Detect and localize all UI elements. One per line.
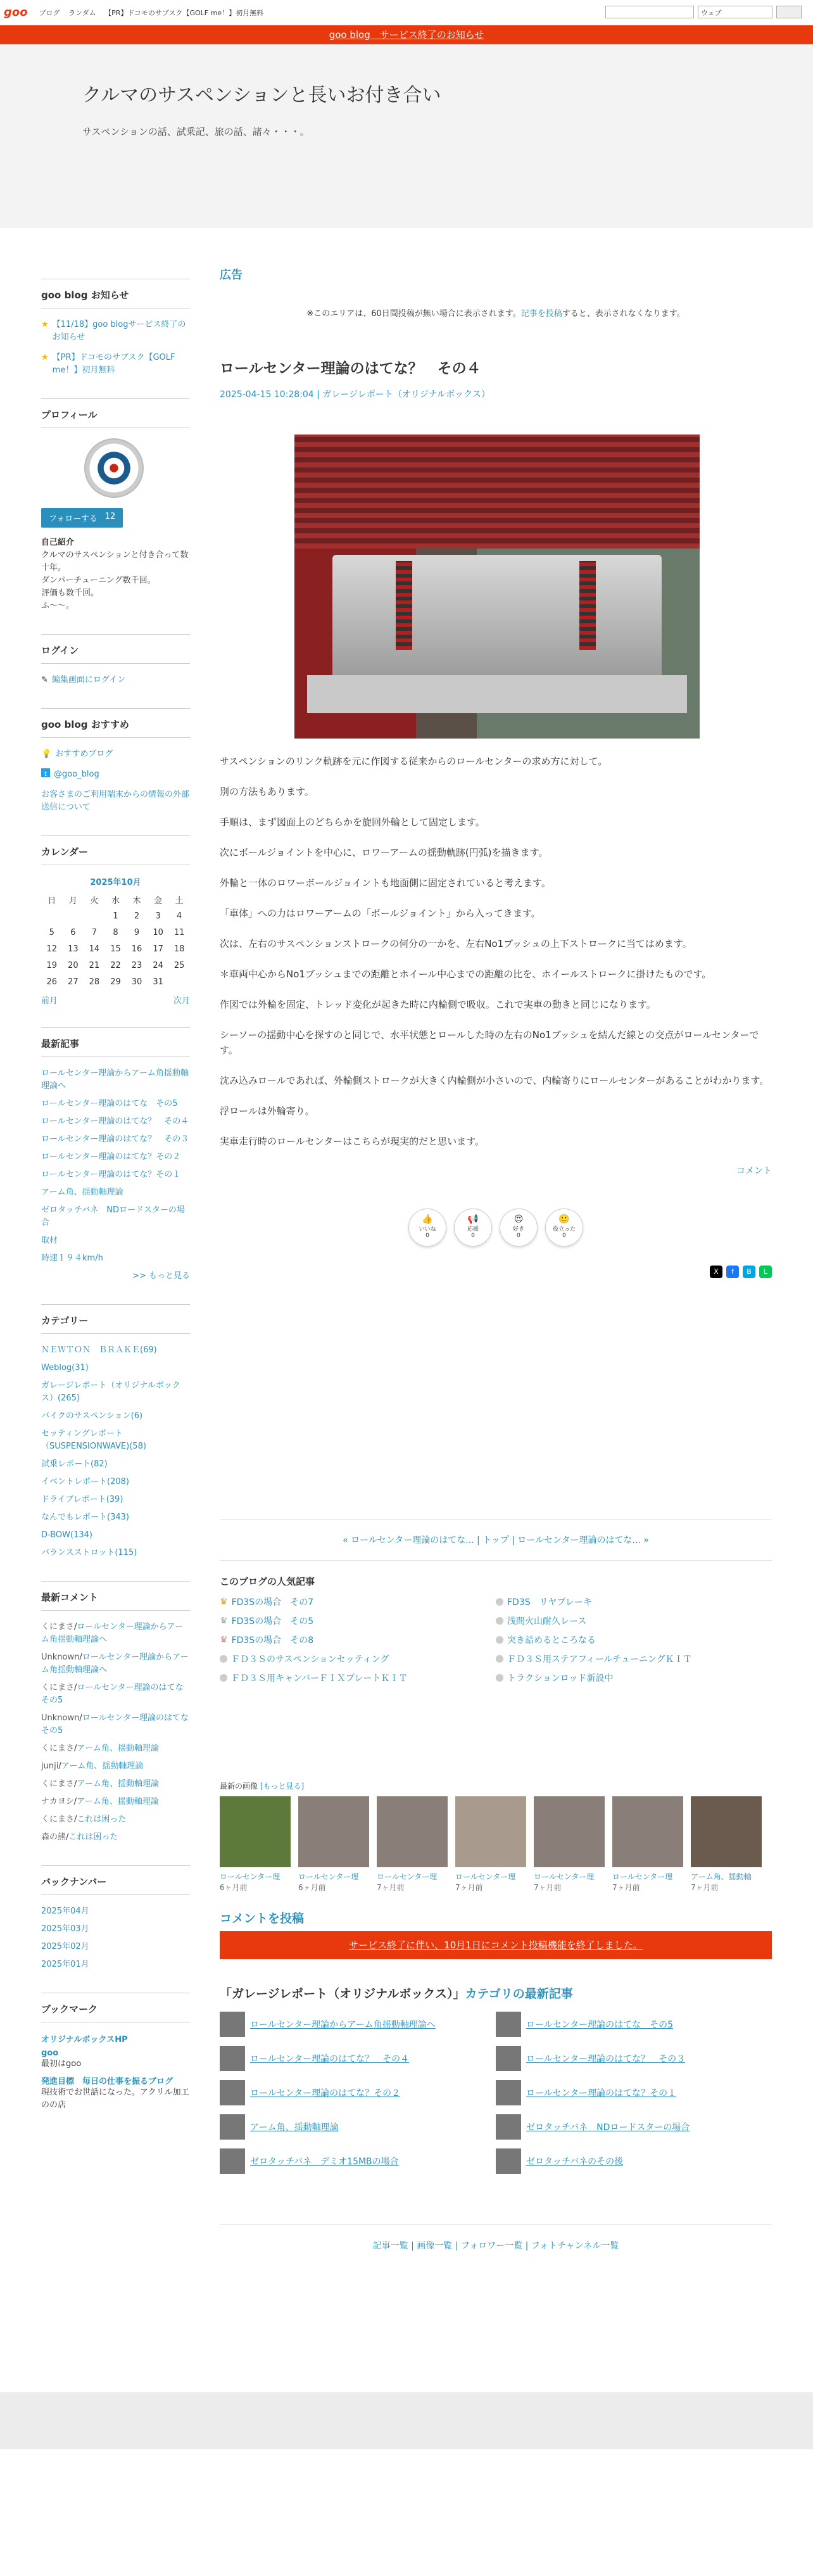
entry-body xyxy=(220,754,772,1149)
category-latest-item[interactable]: ゼロタッチバネ NDロードスターの場合 xyxy=(526,2122,690,2133)
popular-heading: このブログの人気記事 xyxy=(220,1576,315,1587)
footer-links[interactable]: 記事一覧 | 画像一覧 | フォロワー一覧 | フォトチャンネル一覧 xyxy=(372,2241,619,2251)
popular-item[interactable]: FD3Sの場合 その7 xyxy=(231,1597,314,1608)
crown-icon: ♛ xyxy=(220,1597,228,1607)
search-input[interactable] xyxy=(605,6,694,18)
recent-item[interactable]: 取材 xyxy=(41,1236,58,1245)
latest-images-more[interactable]: [もっと見る] xyxy=(260,1782,305,1791)
recent-item[interactable]: ロールセンター理論のはてな？ その３ xyxy=(41,1134,189,1144)
article-thumb[interactable] xyxy=(220,2114,245,2140)
comment-link[interactable]: コメント xyxy=(736,1166,772,1176)
category-heading: カテゴリー xyxy=(41,1304,190,1334)
entry-paragraph: ＊車両中心からNo1ブッシュまでの距離とホイール中心までの距離の比を、ホイールストロークに掛けたものです。 xyxy=(220,968,712,980)
category-latest-item[interactable]: ロールセンター理論のはてな？ その３ xyxy=(526,2054,686,2064)
popular-item[interactable]: FD3Sの場合 その8 xyxy=(231,1635,314,1646)
entry-paragraph: 実車走行時のロールセンターはこちらが現実的だと思います。 xyxy=(220,1136,484,1147)
category-latest-item[interactable]: ゼロタッチバネ デミオ15MBの場合 xyxy=(250,2157,399,2167)
article-thumb[interactable] xyxy=(496,2080,521,2105)
comment-item[interactable]: くにまさ/アーム角、揺動軸理論 xyxy=(41,1779,160,1789)
category-latest-item[interactable]: ゼロタッチバネのその後 xyxy=(526,2157,624,2167)
crown-icon: ♛ xyxy=(220,1635,228,1645)
popular-item[interactable]: ＦＤ３Ｓ用キャンバーＦＩＸプレートＫＩＴ xyxy=(231,1673,408,1684)
backnumber-item[interactable]: 2025年04月 xyxy=(41,1907,89,1916)
image-thumb[interactable]: ロールセンター理 7ヶ月前 xyxy=(455,1796,526,1893)
category-item[interactable]: なんでもレポート(343) xyxy=(41,1513,129,1522)
image-thumb[interactable]: ロールセンター理 7ヶ月前 xyxy=(377,1796,448,1893)
news-heading: goo blog お知らせ xyxy=(41,279,190,308)
follow-button[interactable]: フォローする 12 xyxy=(41,508,123,528)
profile-heading: プロフィール xyxy=(41,398,190,428)
image-thumb[interactable]: ロールセンター理 7ヶ月前 xyxy=(612,1796,683,1893)
entry-paragraph: 沈み込みロールであれば、外輪側ストロークが大きく内輪側が小さいので、内輪寄りにロールセンターがあることがわかります。 xyxy=(220,1075,769,1086)
entry-paragraph: 浮ロールは外輪寄り。 xyxy=(220,1105,315,1117)
rank-dot-icon xyxy=(496,1617,503,1625)
popular-item[interactable]: ＦＤ３Ｓのサスペンションセッティング xyxy=(231,1654,389,1665)
category-item[interactable]: ＮＥＷＴＯＮ ＢＲＡＫＥ(69) xyxy=(41,1345,157,1355)
calendar-prev[interactable]: 前月 xyxy=(41,996,58,1006)
sidebar xyxy=(41,279,197,2133)
entry-paragraph: 次は、左右のサスペンションストロークの何分の一かを、左右No1ブッシュの上下ストロークに当てはめます。 xyxy=(220,938,692,949)
popular-item[interactable]: トラクションロッド新設中 xyxy=(507,1673,614,1684)
profile-line: ふ〜〜。 xyxy=(41,601,75,611)
search-button[interactable] xyxy=(776,6,802,18)
popular-list xyxy=(220,1594,772,1685)
category-item[interactable]: D-BOW(134) xyxy=(41,1530,92,1540)
entry-paragraph: サスペンションのリンク軌跡を元に作図する従来からのロールセンターの求め方に対して。 xyxy=(220,756,608,767)
backnumber-item[interactable]: 2025年01月 xyxy=(41,1960,89,1969)
bookmark-desc: 最初はgoo xyxy=(41,2059,82,2069)
comment-item[interactable]: ナカヨシ/アーム角、揺動軸理論 xyxy=(41,1797,159,1806)
category-item[interactable]: 試乗レポート(82) xyxy=(41,1459,108,1469)
recommend-heading: goo blog おすすめ xyxy=(41,708,190,738)
popular-item[interactable]: 突き詰めるところなる xyxy=(507,1635,596,1646)
category-latest-heading: 「ガレージレポート（オリジナルボックス）」カテゴリの最新記事 xyxy=(220,1987,573,2001)
article-thumb[interactable] xyxy=(496,2114,521,2140)
recommend-link[interactable]: お客さまのご利用端末からの情報の外部送信について xyxy=(41,790,190,812)
profile-line: ダンパーチューニング数千回。 xyxy=(41,576,156,585)
comments-heading: 最新コメント xyxy=(41,1581,190,1611)
facebook-share-icon[interactable]: f xyxy=(726,1266,739,1278)
login-heading: ログイン xyxy=(41,634,190,664)
recent-item[interactable]: 時速１９４km/h xyxy=(41,1253,103,1263)
article-thumb[interactable] xyxy=(496,2012,521,2037)
comment-item[interactable]: くにまさ/これは困った xyxy=(41,1815,127,1824)
reaction-useful-button[interactable]: 🙂 役立った 0 xyxy=(545,1209,583,1247)
comment-item[interactable]: くにまさ/ロールセンター理論のはてな その5 xyxy=(41,1683,192,1705)
star-icon: ★ xyxy=(41,320,49,329)
category-item[interactable]: セッティングレポート（SUSPENSIONWAVE)(58) xyxy=(41,1429,146,1451)
popular-item[interactable]: FD3Sの場合 その5 xyxy=(231,1616,314,1627)
article-thumb[interactable] xyxy=(496,2148,521,2174)
news-item[interactable]: 【PR】ドコモのサブスク【GOLF me！】初月無料 xyxy=(52,353,175,375)
entry-paragraph: 「車体」への力はロワーアームの「ボールジョイント」から入ってきます。 xyxy=(220,908,541,919)
main-content xyxy=(220,266,772,2252)
category-item[interactable]: バイクのサスペンション(6) xyxy=(41,1411,143,1421)
latest-images-heading: 最新の画像 xyxy=(220,1782,258,1791)
popular-item[interactable]: FD3S リヤブレーキ xyxy=(507,1597,592,1608)
article-thumb[interactable] xyxy=(220,2046,245,2071)
image-thumb[interactable]: ロールセンター理 6ヶ月前 xyxy=(220,1796,291,1893)
entry-paragraph: シーソーの揺動中心を探すのと同じで、水平状態とロールした時の左右のNo1ブッシュを結んだ線との交点がロールセンターです。 xyxy=(220,1029,759,1056)
category-latest-item[interactable]: アーム角、揺動軸理論 xyxy=(250,2122,339,2133)
bookmark-heading: ブックマーク xyxy=(41,1993,190,2022)
bulb-icon: 💡 xyxy=(41,749,52,759)
reaction-buttons xyxy=(220,1209,772,1247)
bookmark-link[interactable]: オリジナルボックスHP xyxy=(41,2035,128,2045)
comment-item[interactable]: Unknown/ロールセンター理論からアーム角揺動軸理論へ xyxy=(41,1653,189,1675)
profile-avatar[interactable] xyxy=(84,438,144,498)
rank-dot-icon xyxy=(220,1674,227,1682)
category-latest-item[interactable]: ロールセンター理論のはてな？ その４ xyxy=(250,2054,410,2064)
more-link[interactable]: >> もっと見る xyxy=(132,1271,190,1281)
comment-item[interactable]: 森の熊/これは困った xyxy=(41,1832,118,1842)
recommend-link[interactable]: @goo_blog xyxy=(54,770,99,779)
recent-item[interactable]: アーム角、揺動軸理論 xyxy=(41,1188,123,1197)
entry-paragraph: 外輪と一体のロワーボールジョイントも地面側に固定されていると考えます。 xyxy=(220,877,551,889)
category-item[interactable]: ドライブレポート(39) xyxy=(41,1495,123,1504)
entry-paragraph: 次にボールジョイントを中心に、ロワーアームの揺動軌跡(円弧)を描きます。 xyxy=(220,847,548,858)
service-end-notice xyxy=(0,25,813,44)
category-item[interactable]: ガレージレポート（オリジナルボックス）(265) xyxy=(41,1381,180,1403)
follow-count: 12 xyxy=(104,512,116,521)
article-thumb[interactable] xyxy=(220,2012,245,2037)
image-thumb[interactable]: アーム角、揺動軸 7ヶ月前 xyxy=(691,1796,762,1893)
recent-item[interactable]: ロールセンター理論のはてな？その２ xyxy=(41,1152,181,1162)
twitter-icon: t xyxy=(41,768,50,777)
service-end-link[interactable]: goo blog サービス終了のお知らせ xyxy=(329,29,484,41)
comment-item[interactable]: Unknown/ロールセンター理論のはてな その5 xyxy=(41,1713,197,1735)
profile-line: 評価も数千回。 xyxy=(41,588,99,598)
bookmark-link[interactable]: goo xyxy=(41,2048,59,2058)
post-article-link[interactable]: 記事を投稿 xyxy=(520,309,562,319)
topbar-link-blog[interactable]: ブログ xyxy=(39,8,60,17)
search-scope-select[interactable]: ウェブ xyxy=(698,6,772,18)
rank-dot-icon xyxy=(496,1636,503,1644)
entry-title[interactable]: ロールセンター理論のはてな？ その４ xyxy=(220,360,481,377)
category-latest-item[interactable]: ロールセンター理論からアーム角揺動軸理論へ xyxy=(250,2020,436,2030)
topbar-link-pr[interactable]: 【PR】ドコモのサブスク【GOLF me！】初月無料 xyxy=(104,8,264,17)
category-item[interactable]: Weblog(31) xyxy=(41,1363,89,1373)
bookmark-link[interactable]: 発進目標 毎日の仕事を振るブログ xyxy=(41,2077,173,2086)
comment-item[interactable]: くにまさ/ロールセンター理論からアーム角揺動軸理論へ xyxy=(41,1622,184,1644)
entry-category-link[interactable]: ガレージレポート（オリジナルボックス） xyxy=(322,390,490,400)
recent-item[interactable]: ロールセンター理論のはてな その5 xyxy=(41,1099,178,1108)
topbar-link-random[interactable]: ランダム xyxy=(68,8,96,17)
category-latest-item[interactable]: ロールセンター理論のはてな？その２ xyxy=(250,2088,401,2098)
comment-post-heading: コメントを投稿 xyxy=(220,1912,305,1926)
comment-closed-banner[interactable]: サービス終了に伴い、10月1日にコメント投稿機能を終了しました。 xyxy=(220,1931,772,1959)
x-share-icon[interactable]: X xyxy=(710,1266,722,1278)
latest-images xyxy=(220,1780,772,1893)
recent-item[interactable]: ロールセンター理論のはてな？その１ xyxy=(41,1170,181,1179)
category-item[interactable]: イベントレポート(208) xyxy=(41,1477,129,1487)
share-buttons xyxy=(220,1266,772,1278)
popular-item[interactable]: ＦＤ３Ｓ用ステアフィールチューニングＫＩＴ xyxy=(507,1654,692,1665)
reaction-cheer-button[interactable]: 📢 応援 0 xyxy=(454,1209,492,1247)
backnumber-item[interactable]: 2025年02月 xyxy=(41,1942,89,1951)
line-share-icon[interactable]: L xyxy=(759,1266,772,1278)
rank-dot-icon xyxy=(220,1655,227,1663)
page-footer xyxy=(0,2392,813,2449)
login-link[interactable]: 編集画面にログイン xyxy=(51,675,126,685)
category-latest-item[interactable]: ロールセンター理論のはてな？その１ xyxy=(526,2088,677,2098)
blog-description: サスペンションの話、試乗記、旅の話、諸々・・・。 xyxy=(82,126,310,137)
blog-title[interactable]: クルマのサスペンションと長いお付き合い xyxy=(82,84,441,106)
category-latest-item[interactable]: ロールセンター理論のはてな その5 xyxy=(526,2020,674,2030)
article-thumb[interactable] xyxy=(496,2046,521,2071)
search-area xyxy=(605,6,802,18)
popular-item[interactable]: 浅間火山耐久レース xyxy=(507,1616,587,1627)
backnumber-heading: バックナンバー xyxy=(41,1865,190,1895)
reaction-love-button[interactable]: 😍 好き 0 xyxy=(500,1209,538,1247)
entry-paragraph: 別の方法もあります。 xyxy=(220,786,314,797)
recent-item[interactable]: ロールセンター理論のはてな？ その４ xyxy=(41,1117,189,1126)
blog-header xyxy=(0,44,813,228)
entry-pager[interactable]: « ロールセンター理論のはてな... | トップ | ロールセンター理論のはてな... » xyxy=(220,1519,772,1561)
profile-intro-label: 自己紹介 xyxy=(41,538,75,547)
goo-topbar xyxy=(0,0,813,25)
calendar-next[interactable]: 次月 xyxy=(173,996,190,1006)
recent-item[interactable]: ロールセンター理論からアーム角揺動軸理論へ xyxy=(41,1069,189,1091)
backnumber-item[interactable]: 2025年03月 xyxy=(41,1924,89,1934)
category-item[interactable]: バランスストロット(115) xyxy=(41,1548,137,1558)
ad-note: ※このエリアは、60日間投稿が無い場合に表示されます。記事を投稿すると、表示されなくなります。 xyxy=(306,309,685,319)
image-thumb[interactable]: ロールセンター理 7ヶ月前 xyxy=(534,1796,605,1893)
pencil-icon: ✎ xyxy=(41,675,48,685)
entry-date: 2025-04-15 10:28:04 | ガレージレポート（オリジナルボックス） xyxy=(220,390,490,400)
entry-paragraph: 作図では外輪を固定、トレッド変化が起きた時に内輪側で吸収。これで実車の動きと同じになります。 xyxy=(220,999,656,1010)
entry-paragraph: 手順は、まず図面上のどちらかを旋回外輪として固定します。 xyxy=(220,816,485,828)
goo-logo[interactable]: goo xyxy=(4,6,28,19)
star-icon: ★ xyxy=(41,353,49,362)
rank-dot-icon xyxy=(496,1674,503,1682)
bookmark-desc: 現技術でお世話になった。アクリル加工のの店 xyxy=(41,2088,189,2110)
image-thumb[interactable]: ロールセンター理 6ヶ月前 xyxy=(298,1796,369,1893)
profile-line: クルマのサスペンションと付き合って数十年。 xyxy=(41,550,189,573)
entry-photo[interactable] xyxy=(294,435,700,739)
article-thumb[interactable] xyxy=(220,2080,245,2105)
calendar-table: 日 月 火 水 木 金 土 1 2 3 4 5 6 7 8 9 10 11 12 13 14 15 16 17 18 19 20 21 22 23 24 25 26 27 28 29 30 31 xyxy=(46,896,185,987)
comment-item[interactable]: くにまさ/アーム角、揺動軸理論 xyxy=(41,1744,160,1753)
rank-dot-icon xyxy=(496,1598,503,1606)
article-thumb[interactable] xyxy=(220,2148,245,2174)
recent-item[interactable]: ゼロタッチバネ NDロードスターの場合 xyxy=(41,1205,185,1228)
comment-item[interactable]: junji/アーム角、揺動軸理論 xyxy=(41,1761,144,1771)
rank-dot-icon xyxy=(496,1655,503,1663)
crown-icon: ♛ xyxy=(220,1616,228,1626)
calendar-heading: カレンダー xyxy=(41,835,190,865)
reaction-like-button[interactable]: 👍 いいね 0 xyxy=(408,1209,446,1247)
ad-label: 広告 xyxy=(220,269,243,282)
recommend-link[interactable]: おすすめブログ xyxy=(55,749,113,759)
recent-heading: 最新記事 xyxy=(41,1027,190,1057)
news-item[interactable]: 【11/18】goo blogサービス終了のお知らせ xyxy=(52,320,186,342)
calendar-month: 2025年10月 xyxy=(90,878,141,887)
hatena-share-icon[interactable]: B xyxy=(743,1266,755,1278)
